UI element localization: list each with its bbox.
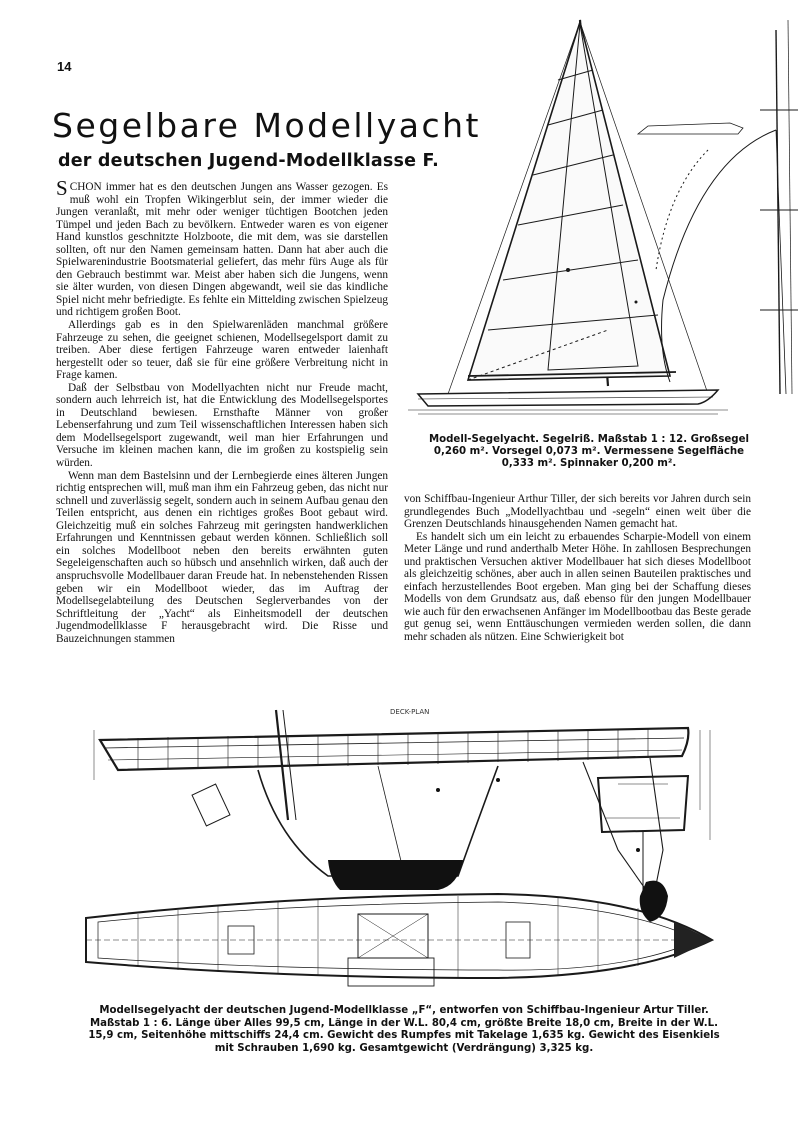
sail-plan-drawing <box>408 10 799 430</box>
sail-plan-caption: Modell-Segelyacht. Segelriß. Maßstab 1 : 12. Großsegel 0,260 m². Vorsegel 0,073 m². Vermessene Segelfläche 0,333 m². Spinnaker 0,200 m². <box>428 434 749 469</box>
page-number: 14 <box>57 59 72 74</box>
article-paragraph: Wenn man dem Bastelsinn und der Lernbegierde eines älteren Jungen richtig entsprechen will, muß man ihm ein Fahrzeug geben, das nicht nur schnell und zuverlässig segelt, sondern auch in seinem Aufbau genau den Teilen entspricht, aus denen ein richtiges großes Boot gebaut wird. Gleichzeitig muß ein solches Fahrzeug mit geringsten handwerklichen Erfahrungen und Kenntnissen gebaut werden können. Schließlich soll ein solches Modellboot neben den bereits erwähnten guten Segeleigenschaften auch so hübsch und ansehnlich wirken, daß auch der anspruchsvolle Modellbauer daran Freude hat. In nebenstehenden Rissen geben wir ein Modellboot wieder, das im Auftrag der Modellsegelabteilung des Deutschen Seglerverbandes von der Schriftleitung der „Yacht“ als Einheitsmodell der deutschen Jugendmodellklasse F herausgebracht wird. Die Risse und Bauzeichnungen stammen <box>56 469 388 645</box>
drop-cap: S <box>56 176 68 200</box>
article-paragraph: Daß der Selbstbau von Modellyachten nicht nur Freude macht, sondern auch lehrreich ist, hat die Entwicklung des Modellsegelsportes in Deutschland bewiesen. Ernsthafte Männer von großer Lebenserfahrung und zum Teil wissenschaftlichen Interessen haben sich dem Modellsegelsport zugewandt, weil man hier Erfahrungen und Versuche im kleinen machen kann, die im großen zu kostspielig sein würden. <box>56 381 388 470</box>
article-left-column <box>56 176 388 645</box>
article-paragraph: Es handelt sich um ein leicht zu erbauendes Scharpie-Modell von einem Meter Länge und rund anderthalb Meter Höhe. In zahllosen Besprechungen und praktischen Versuchen aktiver Modellbauer hat sich dieses Modellboot als gleichzeitig schönes, aber auch in allen seinen Bauteilen praktisches und einfach herzustellendes Boot ergeben. Man ging bei der Schaffung dieses Modells von dem Grundsatz aus, daß ebenso für den jungen Modellbauer wie auch für den erwachsenen Anfänger im Modellbootbau das Beste gerade gut genug sei, wenn Enttäuschungen vermieden werden sollen, die dann mehr schaden als nützen. Eine Schwierigkeit bot <box>404 530 751 644</box>
deck-plan-label: DECK-PLAN <box>390 708 430 716</box>
article-paragraph: von Schiffbau-Ingenieur Arthur Tiller, der sich bereits vor Jahren durch sein grundlegendes Buch „Modellyachtbau und -segeln“ einen weit über die Grenzen Deutschlands hinausgehenden Namen gemacht hat. <box>404 493 751 531</box>
page-title: Segelbare Modellyacht <box>52 106 481 145</box>
article-paragraph: Allerdings gab es in den Spielwarenläden manchmal größere Fahrzeuge zu sehen, die geeignet schienen, Modellsegelsport damit zu treiben. Aber diese fertigen Fahrzeuge waren entweder laienhaft hergestellt oder so teuer, daß sie für eine größere Verbreitung nicht in Frage kamen. <box>56 319 388 382</box>
article-right-column <box>404 493 751 644</box>
article-paragraph: SCHON immer hat es den deutschen Jungen ans Wasser gezogen. Es muß wohl ein Tropfen Wikingerblut sein, der immer wieder die Jungen veranlaßt, mit mehr oder weniger tüchtigen Bootchen jeden Tümpel und jeden Bach zu bevölkern. Entweder waren es von eigener Hand kunstlos geschnitzte Holzboote, die mit dem, was sie darstellen sollten, oft nur den Namen gemeinsam hatten. Dann hat aber auch die Spielwarenindustrie Bootsmaterial geliefert, das mehr fürs Auge als für den Gebrauch bestimmt war. Meist aber haben sich die Jungens, wenn sie älter wurden, von diesen Dingen abgewandt, weil sie das kindliche Spiel nicht mehr befriedigte. Es fehlte ein Mittelding zwischen Spielzeug und richtigem großen Boot. <box>56 176 388 319</box>
hull-drawing-caption: Modellsegelyacht der deutschen Jugend-Modellklasse „F“, entworfen von Schiffbau-Ingenieur Artur Tiller. Maßstab 1 : 6. Länge über Alles 99,5 cm, Länge in der W.L. 80,4 cm, größte Breite 18,0 cm, Breite in der W.L. 15,9 cm, Seitenhöhe mittschiffs 24,4 cm. Gewicht des Rumpfes mit Takelage 1,635 kg. Gewicht des Eisenkiels mit Schrauben 1,690 kg. Gesamtgewicht (Verdrängung) 3,325 kg. <box>88 1005 720 1055</box>
page-subtitle: der deutschen Jugend-Modellklasse F. <box>58 151 439 171</box>
hull-construction-drawing <box>78 700 724 1000</box>
